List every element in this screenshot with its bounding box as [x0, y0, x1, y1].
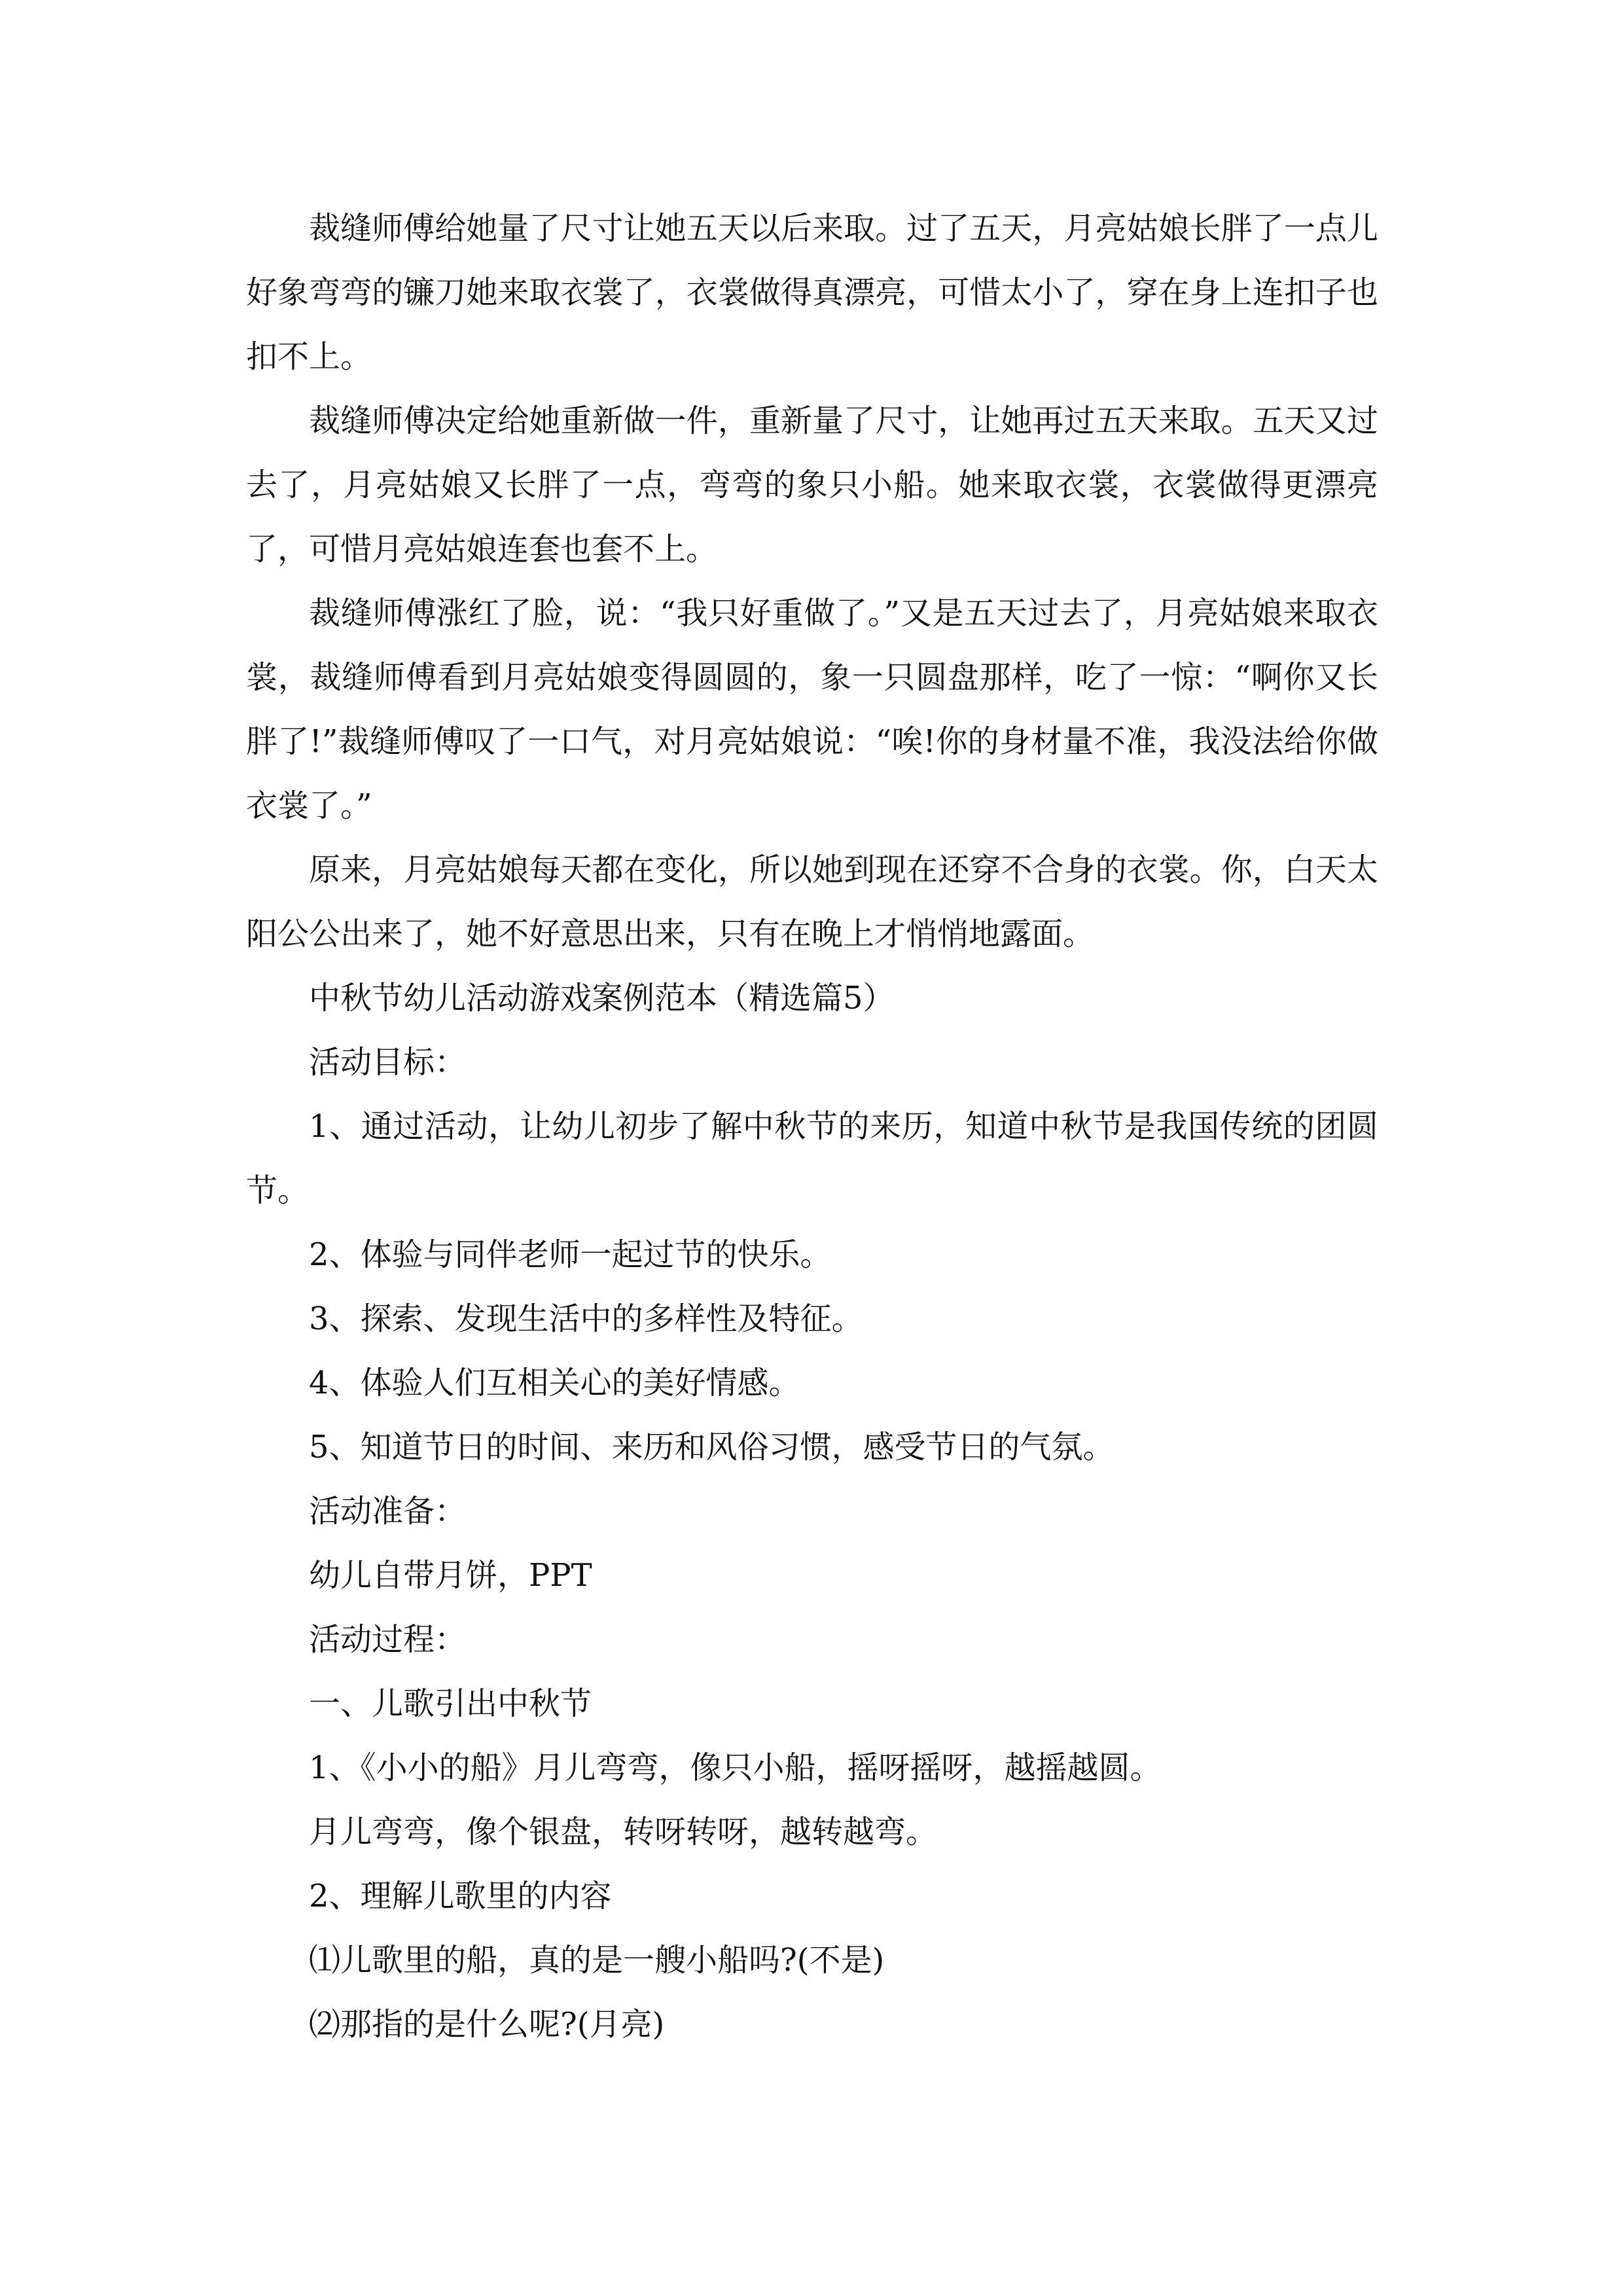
list-item: 1、《小小的船》月儿弯弯，像只小船，摇呀摇呀，越摇越圆。 — [309, 1749, 1162, 1786]
paragraph: 原来，月亮姑娘每天都在变化，所以她到现在还穿不合身的衣裳。你，白天太阳公公出来了，她不好意思出来，只有在晚上才悄悄地露面。 — [246, 852, 1378, 952]
list-item: 3、探索、发现生活中的多样性及特征。 — [309, 1300, 863, 1337]
paragraph: 裁缝师傅给她量了尺寸让她五天以后来取。过了五天，月亮姑娘长胖了一点儿好象弯弯的镰刀她来取衣裳了，衣裳做得真漂亮，可惜太小了，穿在身上连扣子也扣不上。 — [246, 210, 1378, 375]
paragraph: 月儿弯弯，像个银盘，转呀转呀，越转越弯。 — [309, 1814, 938, 1850]
section-title: 中秋节幼儿活动游戏案例范本（精选篇5） — [309, 980, 895, 1016]
list-item: 4、体验人们互相关心的美好情感。 — [309, 1365, 800, 1401]
list-item: ⑵那指的是什么呢?(月亮) — [309, 2006, 665, 2043]
subheading-preparation: 活动准备： — [309, 1493, 467, 1530]
document-body — [246, 196, 1378, 2056]
paragraph: 裁缝师傅涨红了脸，说：“我只好重做了。”又是五天过去了，月亮姑娘来取衣裳，裁缝师傅看到月亮姑娘变得圆圆的，象一只圆盘那样，吃了一惊：“啊你又长胖了!”裁缝师傅叹了一口气，对月亮姑娘说：“唉!你的身材量不准，我没法给你做衣裳了。” — [246, 595, 1378, 824]
list-item: 1、通过活动，让幼儿初步了解中秋节的来历，知道中秋节是我国传统的团圆节。 — [246, 1108, 1378, 1209]
subheading-goals: 活动目标： — [309, 1044, 467, 1081]
subheading-process: 活动过程： — [309, 1621, 467, 1658]
list-item: 2、体验与同伴老师一起过节的快乐。 — [309, 1236, 832, 1273]
paragraph: 幼儿自带月饼，PPT — [309, 1557, 592, 1594]
paragraph: 裁缝师傅决定给她重新做一件，重新量了尺寸，让她再过五天来取。五天又过去了，月亮姑娘又长胖了一点，弯弯的象只小船。她来取衣裳，衣裳做得更漂亮了，可惜月亮姑娘连套也套不上。 — [246, 403, 1378, 567]
list-item: ⑴儿歌里的船，真的是一艘小船吗?(不是) — [309, 1942, 885, 1979]
paragraph: 一、儿歌引出中秋节 — [309, 1685, 592, 1722]
list-item: 2、理解儿歌里的内容 — [309, 1878, 612, 1914]
list-item: 5、知道节日的时间、来历和风俗习惯，感受节日的气氛。 — [309, 1429, 1115, 1465]
